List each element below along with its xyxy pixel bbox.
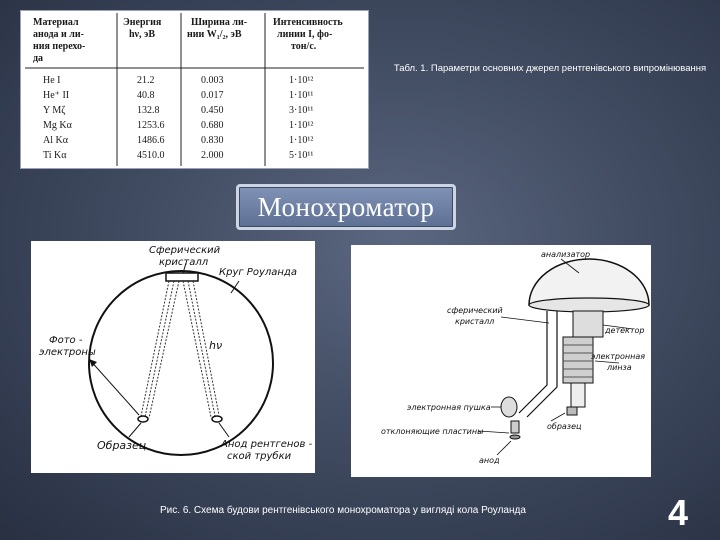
table-cell-r1-c2: 21.2 [137, 75, 155, 86]
table-cell-r3-c2: 132.8 [137, 105, 160, 116]
sample-mark [138, 416, 148, 422]
parameters-table [20, 10, 369, 169]
header-col-1-line-1: Материал [33, 17, 79, 28]
anode-mark [212, 416, 222, 422]
table-body [43, 75, 313, 161]
table-cell-r1-c3: 0.003 [201, 75, 224, 86]
table-cell-r6-c4: 5·10¹¹ [289, 150, 314, 161]
table-cell-r4-c4: 1·10¹² [289, 120, 314, 131]
table-cell-r1-c1: He I [43, 75, 61, 86]
table-cell-r5-c3: 0.830 [201, 135, 224, 146]
header-col-3-line-1: Ширина ли- [191, 17, 248, 28]
header-col-4-line-1: Интенсивность [273, 17, 343, 28]
photoelectrons-label-line-2: электроны [39, 347, 96, 358]
table-cell-r6-c1: Ti Kα [43, 150, 67, 161]
header-col-2-line-1: Энергия [123, 17, 162, 28]
table-cell-r5-c1: Al Kα [43, 135, 68, 146]
header-col-1-line-3: ния перехо- [33, 41, 86, 52]
table-cell-r3-c1: Y Mζ [43, 105, 66, 116]
deflecting-plates-label: отклоняющие пластины [381, 427, 484, 436]
photon-energy-label: hν [209, 339, 223, 352]
page-number: 4 [668, 492, 689, 533]
photoelectron-arrow-icon [89, 359, 97, 367]
table-cell-r4-c2: 1253.6 [137, 120, 165, 131]
header-col-4-line-2: линии I, фо- [277, 29, 333, 40]
photoelectrons-label-line-1: Фото - [49, 335, 83, 346]
crystal-label-line-1: Сферический [149, 245, 221, 256]
table-cell-r2-c2: 40.8 [137, 90, 155, 101]
anode-label: анод [479, 456, 500, 465]
analyzer-label: анализатор [541, 250, 591, 259]
table-cell-r6-c2: 4510.0 [137, 150, 165, 161]
electron-gun-label: электронная пушка [407, 403, 491, 412]
lens-label-line-1: электронная [591, 352, 646, 361]
slide-title: Монохроматор [257, 191, 435, 222]
table-cell-r2-c3: 0.017 [201, 90, 224, 101]
table-cell-r5-c4: 1·10¹² [289, 135, 314, 146]
crystal-label-line-1: сферический [447, 306, 503, 315]
lens-label-line-2: линза [607, 363, 632, 372]
table-cell-r3-c4: 3·10¹¹ [289, 105, 314, 116]
header-col-4-line-3: тон/с. [291, 41, 317, 52]
header-col-1-line-4: да [33, 53, 44, 64]
rowland-circle-figure [31, 241, 315, 473]
table-cell-r3-c3: 0.450 [201, 105, 224, 116]
table-cell-r2-c1: He⁺ II [43, 90, 70, 101]
anode-label-line-2: ской трубки [227, 451, 292, 462]
table-cell-r1-c4: 1·10¹² [289, 75, 314, 86]
crystal-label-line-2: кристалл [455, 317, 495, 326]
anode-label-line-1: Анод рентгенов - [221, 439, 313, 450]
xray-beams [141, 281, 219, 418]
spherical-crystal-shape [166, 273, 198, 281]
electron-gun-shape [501, 397, 517, 417]
header-col-2-line-2: hν, эВ [129, 29, 156, 40]
detector-label: детектор [605, 326, 645, 335]
figure-caption: Рис. 6. Схема будови рентгенівського монохроматора у вигляді кола Роуланда [160, 505, 526, 516]
header-col-1-line-2: анода и ли- [33, 29, 84, 40]
table-cell-r4-c3: 0.680 [201, 120, 224, 131]
slide-title-box [236, 184, 456, 230]
table-caption: Табл. 1. Параметри основних джерел рентгенівського випромінювання [393, 63, 707, 74]
header-col-3-line-2: нии W₁/₂, эВ [187, 29, 242, 40]
rowland-circle [89, 271, 273, 455]
crystal-label-line-2: кристалл [159, 257, 209, 268]
table-cell-r5-c2: 1486.6 [137, 135, 165, 146]
sample-label: Образец [97, 439, 147, 452]
table-cell-r4-c1: Mg Kα [43, 120, 72, 131]
rowland-circle-label: Круг Роуланда [219, 267, 297, 278]
table-cell-r2-c4: 1·10¹¹ [289, 90, 314, 101]
monochromator-apparatus-figure [351, 245, 651, 477]
electron-lens-shape [563, 337, 593, 383]
table-cell-r6-c3: 2.000 [201, 150, 224, 161]
sample-label: образец [547, 422, 582, 431]
